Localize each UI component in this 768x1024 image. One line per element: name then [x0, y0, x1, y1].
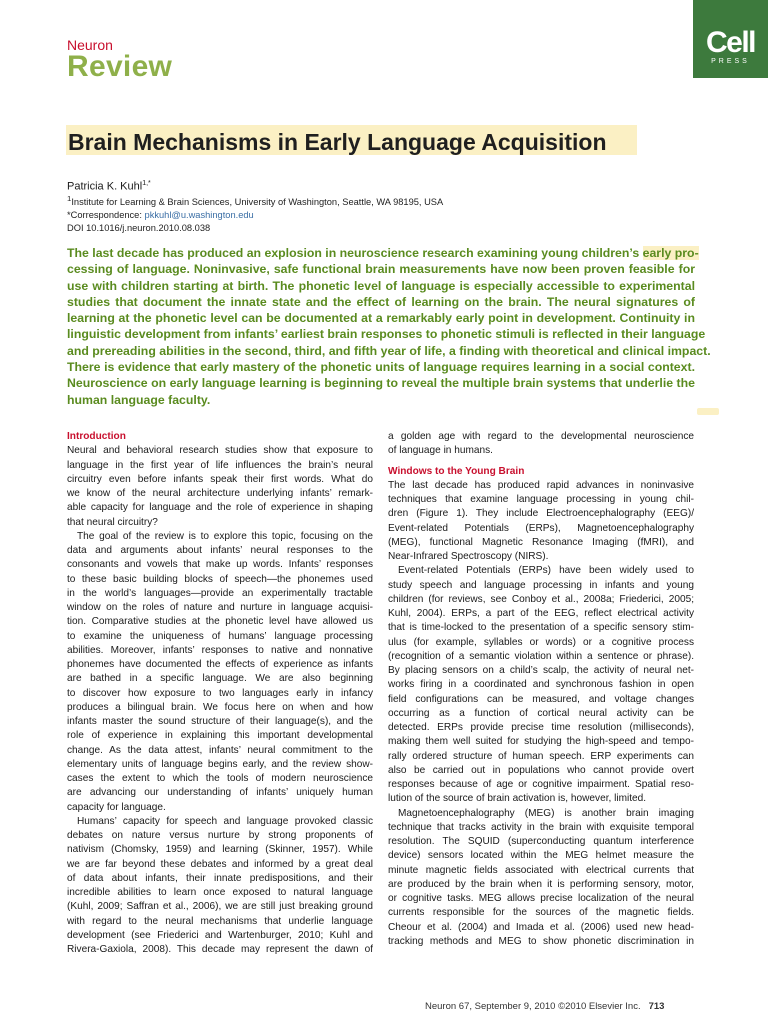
body-line: able capacity for language and the role of experience in shaping	[67, 502, 373, 514]
affiliation-text: Institute for Learning & Brain Sciences, University of Washington, Seattle, WA 98195, USA	[71, 197, 444, 208]
body-line: (MEG), functional Magnetic Resonance Imaging (fMRI), and	[388, 536, 694, 548]
body-line: debates on nature versus nurture by strong proponents of	[67, 830, 373, 841]
author-line	[67, 180, 151, 193]
abstract-line: and prereading abilities in the second, third, and fifth year of life, a finding with theoretical and clinical impact.	[67, 343, 711, 358]
body-line: data and arguments about infants’ neural responses to the	[67, 545, 373, 556]
body-line: The last decade has produced rapid advances in noninvasive	[388, 479, 694, 491]
body-line: are advancing our understanding of infants’ uniquely human	[67, 787, 373, 799]
body-line: tracking methods and MEG to show phonetic discrimination in	[388, 935, 694, 947]
body-line: cases the extent to which the tools of modern neuroscience	[67, 773, 373, 784]
cell-press-logo	[693, 0, 768, 78]
body-line: responses because of age or cognitive impairment. Spatial reso-	[388, 779, 694, 790]
logo-sub: PRESS	[711, 58, 750, 65]
body-line: that is time-locked to the presentation of a specific sensory stim-	[388, 622, 694, 634]
body-line: to examine the uniqueness of humans’ language processing	[67, 630, 373, 642]
body-line: minute magnetic fields associated with electrical currents that	[388, 864, 694, 876]
abstract-line: linguistic development from infants’ earliest brain responses to phonetic stimuli is reflected in their language	[67, 327, 706, 342]
body-line: capacity for language.	[67, 801, 166, 813]
body-line: lution of the source of brain activation is, however, limited.	[388, 793, 647, 805]
body-line: making them well suited for studying the high-speed and tempo-	[388, 736, 694, 748]
body-line: ulus (for example, syllables or words) or a cognitive process	[388, 636, 694, 648]
body-line: field configurations can be measured, and voltage changes	[388, 693, 694, 705]
body-line: that neural circuitry?	[67, 516, 158, 528]
body-line: change. As the data attest, infants’ neural commitment to the	[67, 744, 373, 756]
abstract-line	[67, 245, 699, 261]
body-line: produces a bilingual brain. We focus here on when and how	[67, 701, 373, 713]
body-line: The goal of the review is to explore this topic, focusing on the	[77, 530, 373, 542]
doi: DOI 10.1016/j.neuron.2010.08.038	[67, 223, 211, 234]
right-column	[388, 430, 694, 949]
author-name: Patricia K. Kuhl	[67, 180, 143, 193]
body-line: with regard to the neural mechanisms that underlie language	[67, 915, 373, 927]
body-line: also be carried out in populations who cannot provide overt	[388, 764, 694, 776]
body-line: or cognitive tasks. MEG allows precise localization of the neural	[388, 893, 694, 904]
body-line: are produced by the brain when it is performing sensory, motor,	[388, 878, 694, 890]
body-line: of data about infants, their innate predispositions, and their	[67, 872, 373, 884]
body-line: we are far beyond these debates and informed by a great deal	[67, 858, 373, 870]
body-line: (recognition of a semantic violation within a sentence or phrase).	[388, 650, 694, 662]
body-line: we know of the neural architecture underlying infants’ remark-	[67, 488, 373, 499]
body-line: device) sensors located within the MEG helmet measure the	[388, 850, 694, 862]
page-footer	[425, 1001, 664, 1012]
body-line: technique that tracks activity in the brain with exquisite temporal	[388, 821, 694, 833]
correspondence-label: *Correspondence:	[67, 210, 145, 221]
body-line: study speech and language processing in infants and young	[388, 579, 694, 591]
abstract-line: cessing of language. Noninvasive, safe functional brain measurements have now been proven feasible for	[67, 262, 695, 277]
body-line: role of experience in explaining this important developmental	[67, 730, 373, 742]
author-superscript: 1,*	[142, 180, 151, 187]
body-line: development (see Friederici and Wartenburger, 2010; Kuhl and	[67, 929, 373, 941]
body-line: phonemes have documented the effects of experience as infants	[67, 659, 373, 670]
body-line: circuitry even before infants speak their first words. What do	[67, 473, 373, 485]
footer-citation: Neuron 67, September 9, 2010 ©2010 Elsevier Inc.	[425, 1001, 641, 1012]
body-line: dren (Figure 1). They include Electroencephalography (EEG)/	[388, 508, 694, 520]
body-line: (Kuhl, 2009; Saffran et al., 2006), we are still just breaking ground	[67, 901, 373, 913]
article-title: Brain Mechanisms in Early Language Acquisition	[68, 129, 607, 155]
body-line: are bathed in a specific language. We are also beginning	[67, 673, 373, 685]
body-line: nativism (Chomsky, 1959) and learning (Skinner, 1957). While	[67, 844, 373, 856]
body-line: incredible abilities to learn once exposed to natural language	[67, 887, 373, 898]
section-label: Review	[67, 50, 173, 83]
body-line: abilities. Moreover, infants’ responses to native and nonnative	[67, 644, 373, 656]
body-line: Near-Infrared Spectroscopy (NIRS).	[388, 551, 549, 562]
body-line: to discover how exposure to two languages early in infancy	[67, 687, 373, 699]
body-line: By placing sensors on a child’s scalp, the activity of neural net-	[388, 665, 694, 676]
author-details	[67, 192, 443, 235]
body-line: of language in humans.	[388, 445, 493, 457]
body-line: a golden age with regard to the developmental neuroscience	[388, 431, 694, 442]
abstract-highlight: early pro-	[642, 246, 699, 260]
body-line: infants master the sound structure of their language(s), and the	[67, 716, 373, 727]
abstract-line: learning at the phonetic level can be documented at a remarkably early point in development. Continuity in	[67, 311, 695, 326]
body-line: Rivera-Gaxiola, 2008). This decade may represent the dawn of	[67, 944, 373, 955]
body-line: Kuhl, 2004). ERPs, a part of the EEG, reflect electrical activity	[388, 608, 694, 619]
body-line: Event-related Potentials (ERPs), Magnetoencephalography	[388, 522, 694, 534]
abstract	[67, 245, 711, 408]
correspondence	[67, 209, 443, 222]
section-heading-introduction: Introduction	[67, 431, 126, 442]
body-line: in the world’s languages—provide an experimentally tractable	[67, 587, 373, 599]
journal-name: Neuron	[67, 37, 113, 53]
body-line: Magnetoencephalography (MEG) is another brain imaging	[398, 807, 694, 819]
body-line: detected. ERPs provide precise time resolution (milliseconds),	[388, 722, 694, 733]
section-heading-windows: Windows to the Young Brain	[388, 465, 525, 477]
abstract-line: studies that document the innate state and the effect of learning on the brain. The neural signatures of	[67, 294, 695, 309]
body-line: consonants and vowels that make up words. Infants’ responses	[67, 559, 373, 571]
abstract-line: There is evidence that early mastery of the phonetic units of language requires learning in a social context.	[67, 360, 695, 375]
body-line: occurring as a function of cortical neural activity can be	[388, 707, 694, 719]
body-line: window on the roles of nature and nurture in language acquisi-	[67, 602, 373, 613]
body-line: works firing in a coordinated and synchronous fashion in open	[388, 679, 694, 691]
body-line: children (for reviews, see Conboy et al., 2008a; Friederici, 2005;	[388, 593, 694, 605]
body-line: Event-related Potentials (ERPs) have been widely used to	[398, 565, 694, 577]
body-line: to these basic building blocks of speech—the phonemes used	[67, 573, 373, 585]
body-line: currents responsible for the sources of the magnetic fields.	[388, 907, 694, 919]
body-line: techniques that examine language processing in young chil-	[388, 494, 694, 505]
body-line: language in the first year of life influences the brain’s neural	[67, 459, 373, 471]
body-line: elementary units of language begins early, and the review show-	[67, 758, 373, 770]
page-number: 713	[648, 1001, 665, 1012]
body-line: Humans’ capacity for speech and language provoked classic	[77, 815, 373, 827]
correspondence-email-link[interactable]: pkkuhl@u.washington.edu	[144, 210, 254, 221]
affiliation	[67, 192, 443, 209]
highlight-mark	[697, 408, 719, 415]
abstract-line: Neuroscience on early language learning is beginning to reveal the multiple brain systems that underlie the	[67, 376, 695, 391]
abstract-line: human language faculty.	[67, 392, 211, 407]
body-line: tion. Comparative studies at the phonetic level have allowed us	[67, 616, 373, 628]
body-line: Cheour et al. (2004) and Imada et al. (2006) used new head-	[388, 921, 694, 933]
body-line: Neural and behavioral research studies show that exposure to	[67, 445, 373, 457]
body-line: resolution. The SQUID (superconducting quantum interference	[388, 836, 694, 847]
abstract-line: use with children starting at birth. The phonetic level of language is especially accessible to experimental	[67, 278, 695, 293]
body-line: rally ordered structure of human speech. ERP experiments can	[388, 750, 694, 762]
affiliation-superscript: 1	[67, 194, 72, 203]
left-column	[67, 430, 373, 957]
abstract-line-text: The last decade has produced an explosion in neuroscience research examining young children’s	[67, 246, 643, 260]
logo-main: Cell	[705, 26, 756, 59]
